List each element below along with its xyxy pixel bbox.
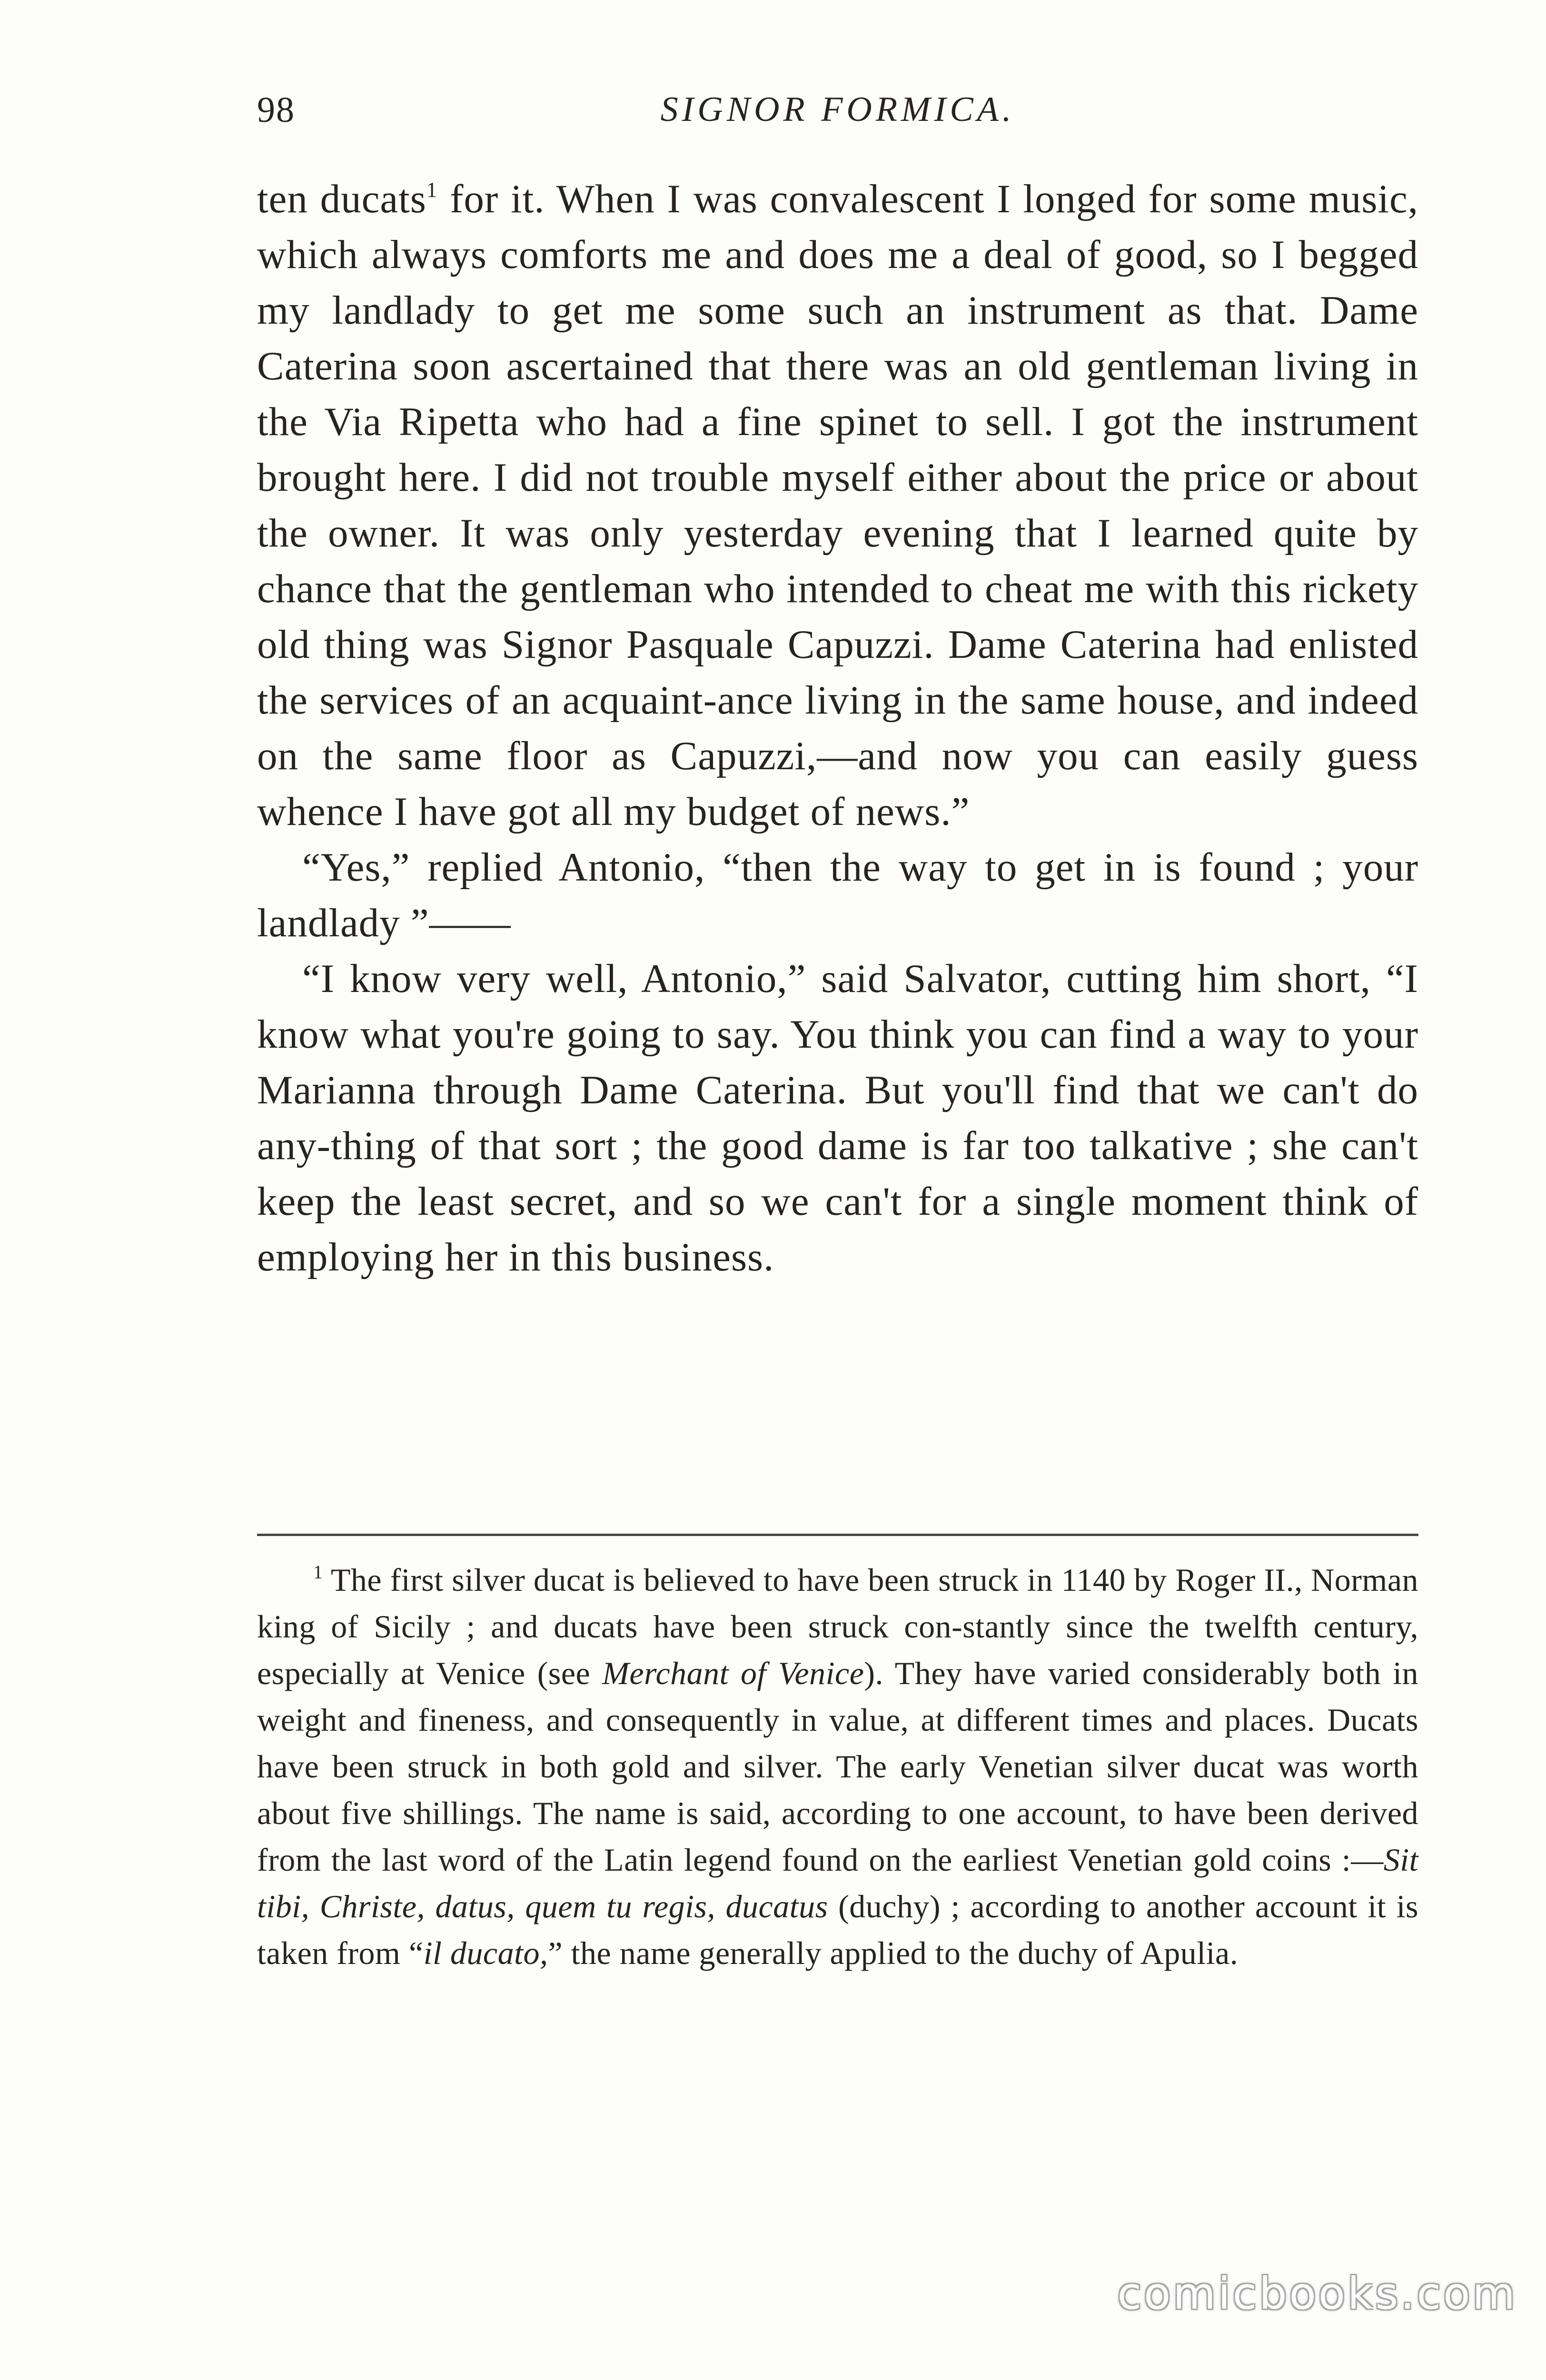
paragraph-1-start: ten ducats (257, 177, 426, 221)
watermark: comicbooks.com (1117, 2268, 1517, 2319)
page-number: 98 (257, 90, 295, 130)
footnote-text-1: The first silver ducat is believed to have been struck in 1140 by Roger II., Norman king of Sicily ; and ducats have been struck con-stantly since the twelfth century, especially at Venice (see (257, 1562, 1418, 1691)
footnote (257, 1557, 1418, 1976)
footnote-text-3: (duchy) ; according to another account it is taken from “ (257, 1888, 1418, 1971)
footnote-text-2: ). They have varied considerably both in weight and fineness, and consequently in value, at different times and places. Ducats have been struck in both gold and silver. The early Venetian silver ducat was worth about five shillings. The name is said, according to one account, to have been derived from the last word of the Latin legend found on the earliest Venetian gold coins :— (257, 1655, 1418, 1878)
footnote-text-4: ” the name generally applied to the duchy of Apulia. (548, 1935, 1239, 1971)
footnote-italic-latin-legend: Sit tibi, Christe, datus, quem tu regis, ducatus (257, 1842, 1418, 1924)
footnote-marker: 1 (313, 1561, 323, 1583)
paragraph-1-rest: for it. When I was convalescent I longed for some music, which always comforts me and does me a deal of good, so I begged my landlady to get me some such an instrument as that. Dame Caterina soon ascertained that there was an old gentleman living in the Via Ripetta who had a fine spinet to sell. I got the instrument brought here. I did not trouble myself either about the price or about the owner. It was only yesterday evening that I learned quite by chance that the gentleman who intended to cheat me with this rickety old thing was Signor Pasquale Capuzzi. Dame Caterina had enlisted the services of an acquaint-ance living in the same house, and indeed on the same floor as Capuzzi,—and now you can easily guess whence I have got all my budget of news.” (257, 177, 1418, 834)
paragraph-1 (257, 171, 1418, 840)
footnote-reference: 1 (426, 178, 438, 202)
body-text (257, 171, 1418, 1285)
running-title: SIGNOR FORMICA. (660, 90, 1015, 129)
footnote-italic-merchant-of-venice: Merchant of Venice (602, 1655, 864, 1691)
footnote-paragraph (257, 1557, 1418, 1976)
footnote-divider (257, 1534, 1418, 1536)
page-header (257, 89, 1418, 142)
paragraph-3: “I know very well, Antonio,” said Salvator, cutting him short, “I know what you're going to say. You think you can find a way to your Marianna through Dame Caterina. But you'll find that we can't do any-thing of that sort ; the good dame is far too talkative ; she can't keep the least secret, and so we can't for a single moment think of employing her in this business. (257, 956, 1418, 1279)
footnote-italic-il-ducato: il ducato, (423, 1935, 548, 1971)
paragraph-2: “Yes,” replied Antonio, “then the way to get in is found ; your landlady ”—— (257, 845, 1418, 945)
